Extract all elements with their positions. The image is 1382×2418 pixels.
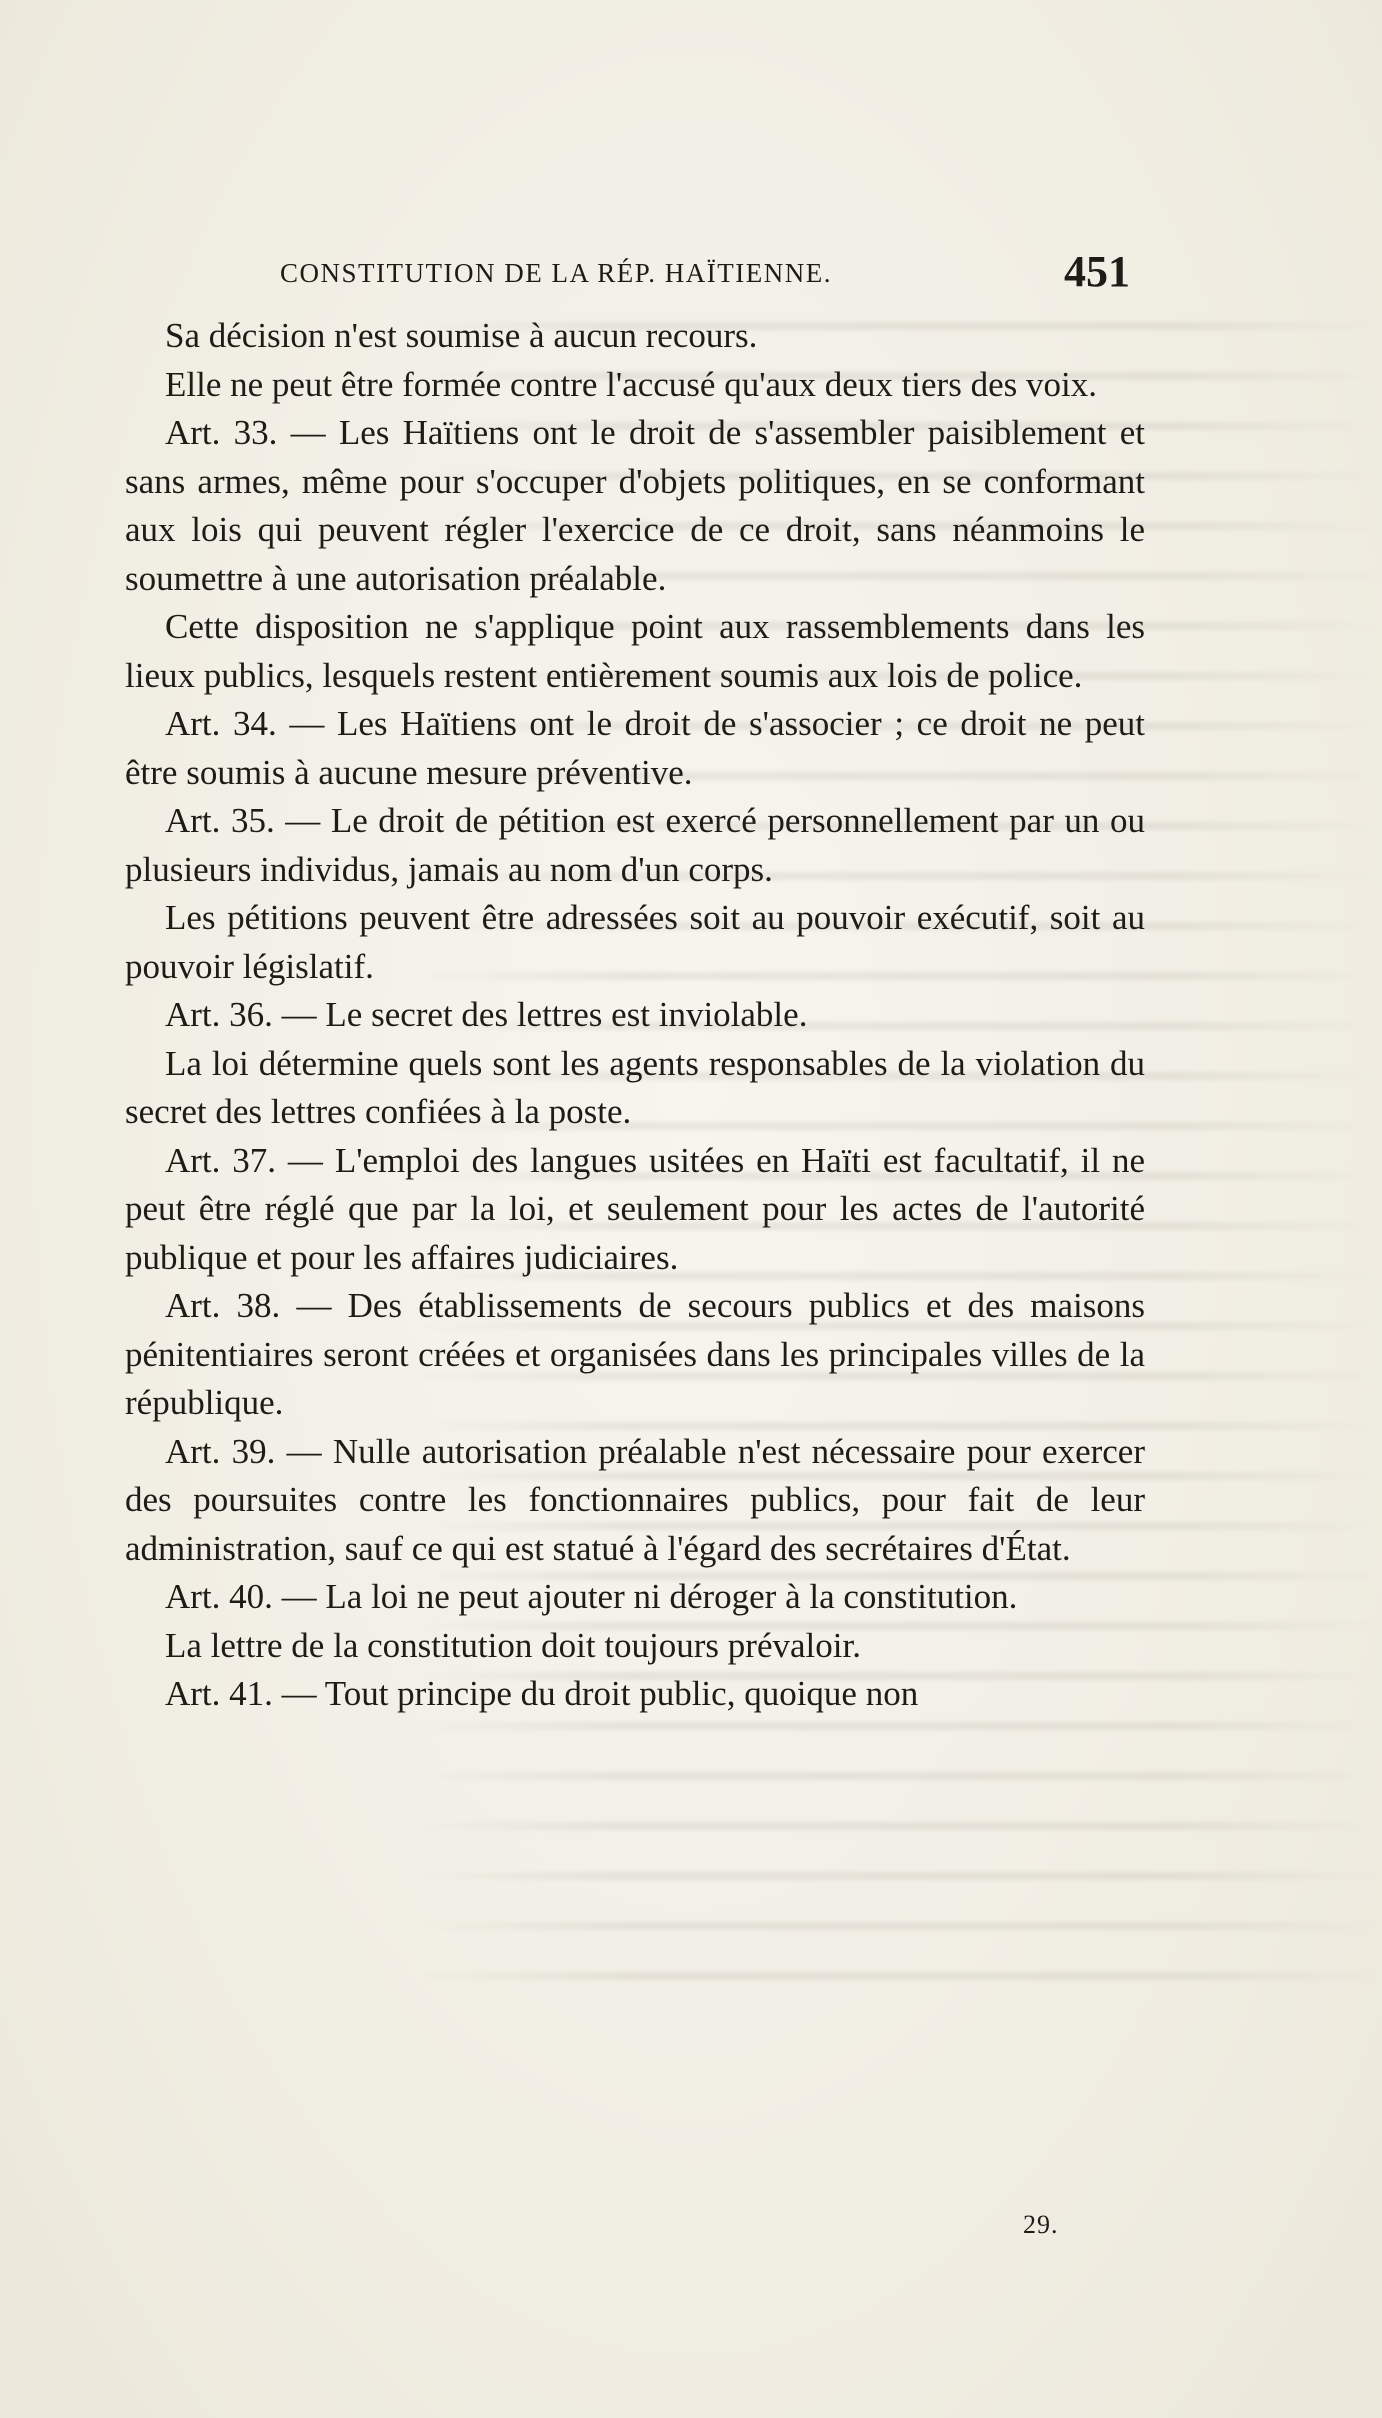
article-34: Art. 34. — Les Haïtiens ont le droit de s'associer ; ce droit ne peut être soumis à aucune mesure préventive. — [125, 704, 1145, 792]
article-35: Art. 35. — Le droit de pétition est exercé personnellement par un ou plusieurs individus, jamais au nom d'un corps. — [125, 801, 1145, 889]
article-36: Art. 36. — Le secret des lettres est inviolable. — [165, 995, 808, 1034]
paragraph-lettre-constitution: La lettre de la constitution doit toujours prévaloir. — [165, 1625, 861, 1665]
running-title: CONSTITUTION DE LA RÉP. HAÏTIENNE. — [280, 258, 832, 288]
signature-mark: 29. — [1023, 2210, 1059, 2239]
paragraph-petitions: Les pétitions peuvent être adressées soit au pouvoir exécutif, soit au pouvoir législatif. — [125, 898, 1145, 986]
article-40: Art. 40. — La loi ne peut ajouter ni déroger à la constitution. — [165, 1577, 1018, 1616]
paragraph-rassemblements: Cette disposition ne s'applique point aux rassemblements dans les lieux publics, lesquels restent entièrement soumis aux lois de police. — [125, 607, 1145, 695]
paragraph-secret-lettres: La loi détermine quels sont les agents responsables de la violation du secret des lettres confiées à la poste. — [125, 1043, 1145, 1131]
article-33: Art. 33. — Les Haïtiens ont le droit de s'assembler paisiblement et sans armes, même pour s'occuper d'objets politiques, en se conformant aux lois qui peuvent régler l'exercice de ce droit, sans néanmoins le soumettre à une autorisation préalable. — [125, 413, 1145, 598]
article-39: Art. 39. — Nulle autorisation préalable n'est nécessaire pour exercer des poursuites contre les fonctionnaires publics, pour fait de leur administration, sauf ce qui est statué à l'égard des secrétaires d'État. — [125, 1431, 1145, 1568]
paragraph-deux-tiers: Elle ne peut être formée contre l'accusé qu'aux deux tiers des voix. — [165, 364, 1097, 404]
paragraph-decision: Sa décision n'est soumise à aucun recours. — [165, 316, 758, 355]
article-37: Art. 37. — L'emploi des langues usitées en Haïti est facultatif, il ne peut être réglé que par la loi, et seulement pour les actes de l'autorité publique et pour les affaires judiciaires. — [125, 1140, 1145, 1277]
article-38: Art. 38. — Des établissements de secours publics et des maisons pénitentiaires seront créées et organisées dans les principales villes de la république. — [125, 1286, 1145, 1422]
article-41: Art. 41. — Tout principe du droit public, quoique non — [165, 1674, 919, 1713]
page-number: 451 — [1064, 247, 1130, 296]
page-header — [280, 248, 1130, 296]
body-text — [125, 312, 1145, 1719]
